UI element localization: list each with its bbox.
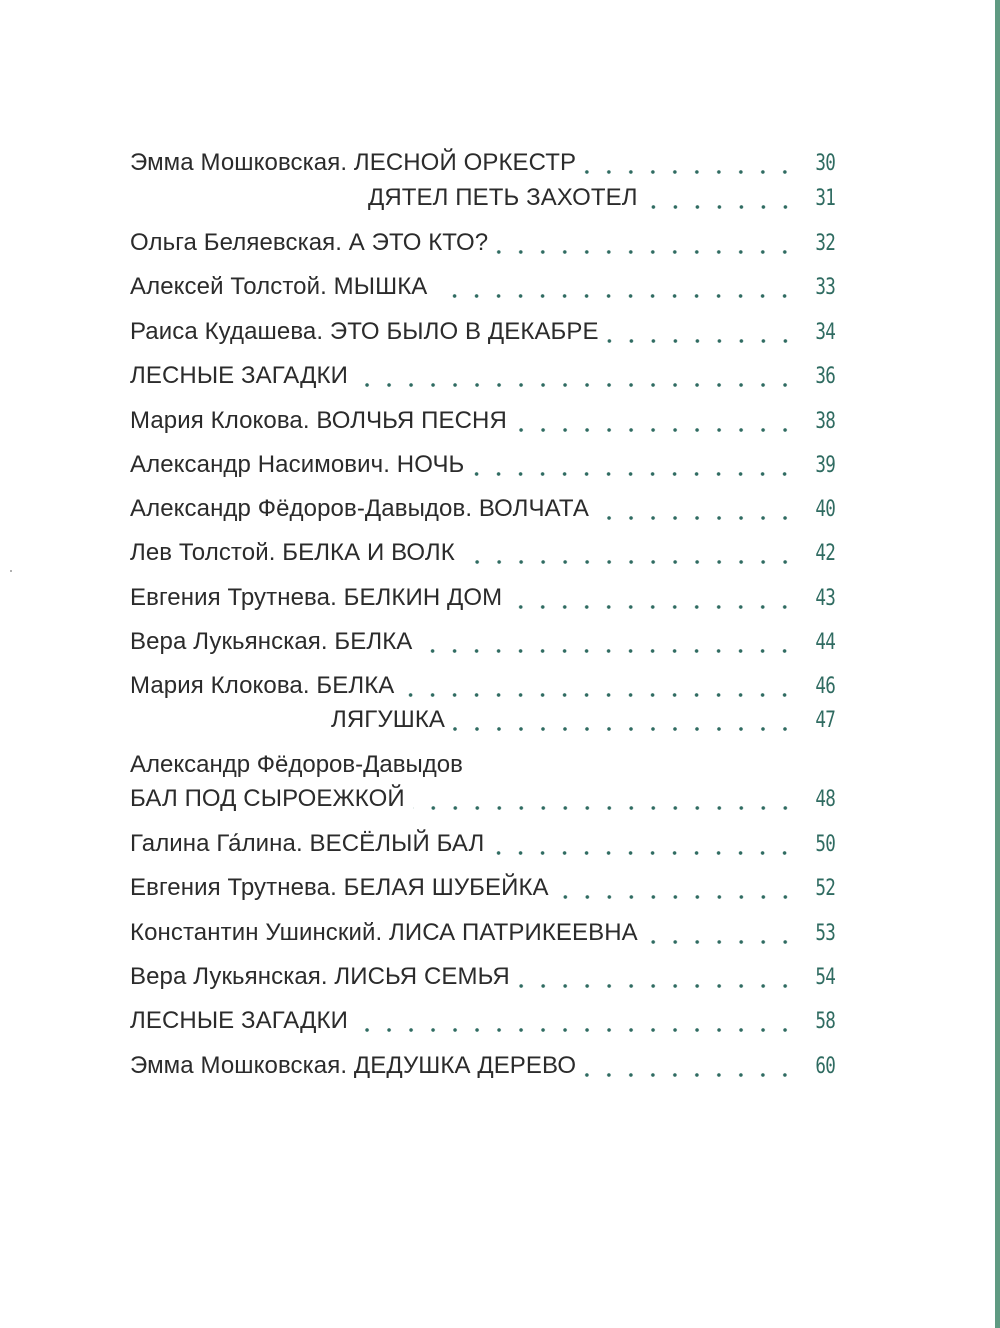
toc-entry-title: Галина Га́лина. ВЕСЁЛЫЙ БАЛ — [130, 830, 485, 857]
toc-entry[interactable] — [130, 270, 835, 304]
dot-leader — [646, 916, 797, 950]
dot-leader — [435, 270, 797, 304]
toc-page-number: 31 — [815, 185, 835, 211]
dot-leader — [492, 827, 797, 861]
toc-page-number: 46 — [815, 673, 835, 699]
dot-leader — [356, 359, 797, 393]
toc-page-number: 44 — [815, 629, 835, 655]
toc-entry-title: БАЛ ПОД СЫРОЕЖКОЙ — [130, 785, 405, 812]
toc-entry-title: Мария Клокова. БЕЛКА — [130, 672, 395, 699]
toc-entry-title: Евгения Трутнева. БЕЛАЯ ШУБЕЙКА — [130, 874, 549, 901]
toc-entry[interactable] — [130, 315, 835, 349]
toc-page-number: 39 — [815, 452, 835, 478]
dot-leader — [510, 581, 797, 615]
toc-entry-title: ДЯТЕЛ ПЕТЬ ЗАХОТЕЛ — [368, 184, 638, 211]
toc-entry-title: Евгения Трутнева. БЕЛКИН ДОМ — [130, 584, 503, 611]
toc-entry[interactable] — [130, 181, 835, 215]
dot-leader — [584, 146, 797, 180]
toc-entry[interactable] — [130, 146, 835, 180]
toc-entry[interactable] — [130, 669, 835, 703]
toc-entry-title: Константин Ушинский. ЛИСА ПАТРИКЕЕВНА — [130, 919, 638, 946]
toc-page-number: 34 — [815, 319, 835, 345]
toc-page-number: 42 — [815, 540, 835, 566]
toc-entry[interactable] — [130, 625, 835, 659]
toc-entry[interactable] — [130, 581, 835, 615]
toc-entry[interactable] — [130, 871, 835, 905]
toc-entry-title: Вера Лукьянская. БЕЛКА — [130, 628, 413, 655]
toc-entry-title: Александр Фёдоров-Давыдов. ВОЛЧАТА — [130, 495, 589, 522]
dot-leader — [356, 1004, 797, 1038]
toc-entry-title: Раиса Кудашева. ЭТО БЫЛО В ДЕКАБРЕ — [130, 318, 599, 345]
toc-entry-title: Алексей Толстой. МЫШКА — [130, 273, 428, 300]
toc-entry-title: ЛЕСНЫЕ ЗАГАДКИ — [130, 362, 348, 389]
toc-page-number: 60 — [815, 1053, 835, 1079]
toc-page-number: 52 — [815, 875, 835, 901]
toc-page-number: 30 — [815, 150, 835, 176]
toc-entry-title: ЛЕСНЫЕ ЗАГАДКИ — [130, 1007, 348, 1034]
toc-entry-author: Александр Фёдоров-Давыдов — [130, 751, 463, 778]
toc-entry[interactable] — [130, 782, 835, 816]
toc-entry[interactable] — [130, 1049, 835, 1083]
toc-entry-title: Ольга Беляевская. А ЭТО КТО? — [130, 229, 489, 256]
toc-page-number: 40 — [815, 496, 835, 522]
dot-leader — [420, 625, 797, 659]
dot-leader — [515, 404, 797, 438]
toc-entry[interactable] — [130, 827, 835, 861]
dot-leader — [402, 669, 797, 703]
toc-entry[interactable] — [130, 1004, 835, 1038]
dot-leader — [597, 492, 797, 526]
toc-page-number: 48 — [815, 786, 835, 812]
toc-entry-title: Мария Клокова. ВОЛЧЬЯ ПЕСНЯ — [130, 407, 507, 434]
dot-leader — [607, 315, 797, 349]
toc-page-number: 53 — [815, 920, 835, 946]
dot-leader — [646, 181, 797, 215]
dot-leader — [557, 871, 797, 905]
toc-entry[interactable] — [130, 404, 835, 438]
toc-entry-title: Эмма Мошковская. ДЕДУШКА ДЕРЕВО — [130, 1052, 577, 1079]
toc-entry-title: ЛЯГУШКА — [331, 706, 446, 733]
toc-entry[interactable] — [130, 448, 835, 482]
toc-entry[interactable] — [130, 359, 835, 393]
toc-page-number: 50 — [815, 831, 835, 857]
toc-page-number: 47 — [815, 707, 835, 733]
toc-page-number: 54 — [815, 964, 835, 990]
dot-leader — [463, 536, 797, 570]
dot-leader — [453, 703, 797, 737]
dot-leader — [496, 226, 797, 260]
toc-entry-title: Вера Лукьянская. ЛИСЬЯ СЕМЬЯ — [130, 963, 510, 990]
toc-page-number: 32 — [815, 230, 835, 256]
toc-page-number: 38 — [815, 408, 835, 434]
toc-entry-title: Лев Толстой. БЕЛКА И ВОЛК — [130, 539, 455, 566]
toc-page-number: 36 — [815, 363, 835, 389]
toc-entry[interactable] — [130, 960, 835, 994]
toc-entry[interactable] — [130, 703, 835, 737]
dot-leader — [413, 782, 797, 816]
toc-entry[interactable] — [130, 916, 835, 950]
toc-entry[interactable] — [130, 492, 835, 526]
dot-leader — [518, 960, 797, 994]
toc-page-number: 33 — [815, 274, 835, 300]
toc-entry[interactable] — [130, 226, 835, 260]
toc-page-number: 58 — [815, 1008, 835, 1034]
toc-page-number: 43 — [815, 585, 835, 611]
toc-entry[interactable] — [130, 536, 835, 570]
dot-leader — [472, 448, 797, 482]
dot-leader — [584, 1049, 797, 1083]
toc-entry-title: Александр Насимович. НОЧЬ — [130, 451, 465, 478]
toc-entry-title: Эмма Мошковская. ЛЕСНОЙ ОРКЕСТР — [130, 149, 577, 176]
